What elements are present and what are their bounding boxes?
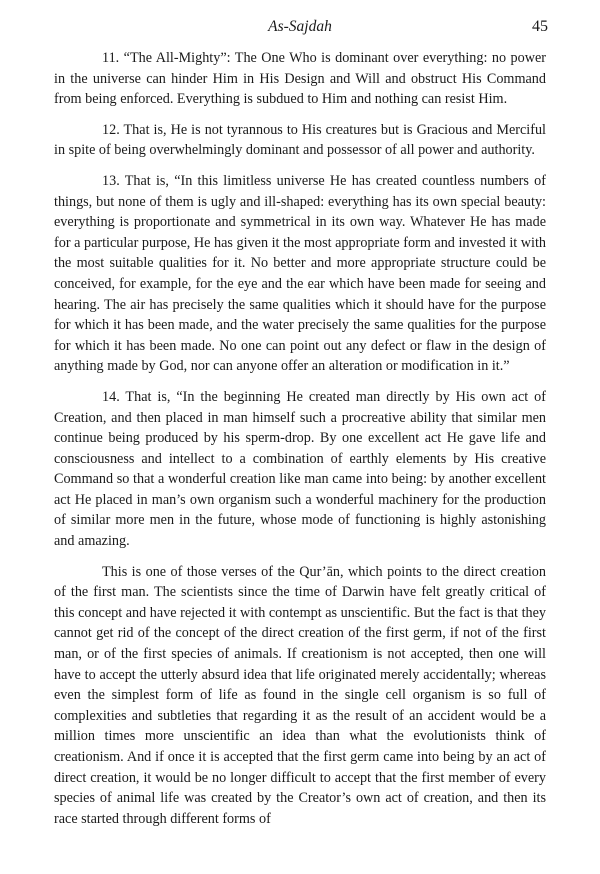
note-11-paragraph: 11. “The All-Mighty”: The One Who is dominant over everything: no power in the universe can hinder Him in His Design and Will and obstruct His Command from being enforced. Everything is subdued to Him and nothing can resist Him. [54,50,546,108]
note-14-paragraph: 14. That is, “In the beginning He created man directly by His own act of Creation, and then placed in man himself such a procreative ability that similar men continue being produced by his sperm-drop. By one excellent act He gave life and consciousness and intellect to a combination of earthly elements by His creative Command so that a wonderful creation like man came into being: by another excellent act He placed in man’s own organism such a wonderful machinery for the production of similar more men in the future, whose mode of functioning is highly astonishing and amazing. [54,388,546,550]
page-number: 45 [532,18,548,35]
note-12-paragraph: 12. That is, He is not tyrannous to His creatures but is Gracious and Merciful in spite of being overwhelmingly dominant and possessor of all power and authority. [54,121,546,159]
commentary-paragraph: This is one of those verses of the Qur’ān, which points to the direct creation of the first man. The scientists since the time of Darwin have felt greatly critical of this concept and have rejected it with contempt as unscientific. But the fact is that they cannot get rid of the concept of the direct creation of the first germ, if not of the first man, or of the first species of animals. If creationism is not accepted, then one will have to accept the utterly absurd idea that life originated merely accidentally; whereas even the simplest form of life as found in the single cell organism is so full of complexities and subtleties that regarding it as the result of an accident would be a million times more unscientific an idea than what the evolutionists think of creationism. And if once it is accepted that the first germ came into being by an act of direct creation, it would be no longer difficult to accept that the first member of every species of animal life was created by the Creator’s own act of creation, and then its race started through different forms of [54,563,546,827]
body-text [54,48,546,829]
page-header [52,18,548,40]
running-title: As-Sajdah [268,18,332,35]
note-13-paragraph: 13. That is, “In this limitless universe He has created countless numbers of things, but none of them is ugly and ill-shaped: everything has its own special beauty: everything is proportionate and symmetrical in its own way. Whatever He has made for a particular purpose, He has given it the most appropriate form and invested it with the most suitable qualities for it. No better and more appropriate structure could be conceived, for example, for the eye and the ear which have been made for seeing and hearing. The air has precisely the same qualities which it should have for the purpose for which it has been made, and the water precisely the same qualities for the purpose for which it has been made. No one can point out any defect or flaw in the design of anything made by God, nor can anyone offer an alteration or modification in it.” [54,172,546,375]
